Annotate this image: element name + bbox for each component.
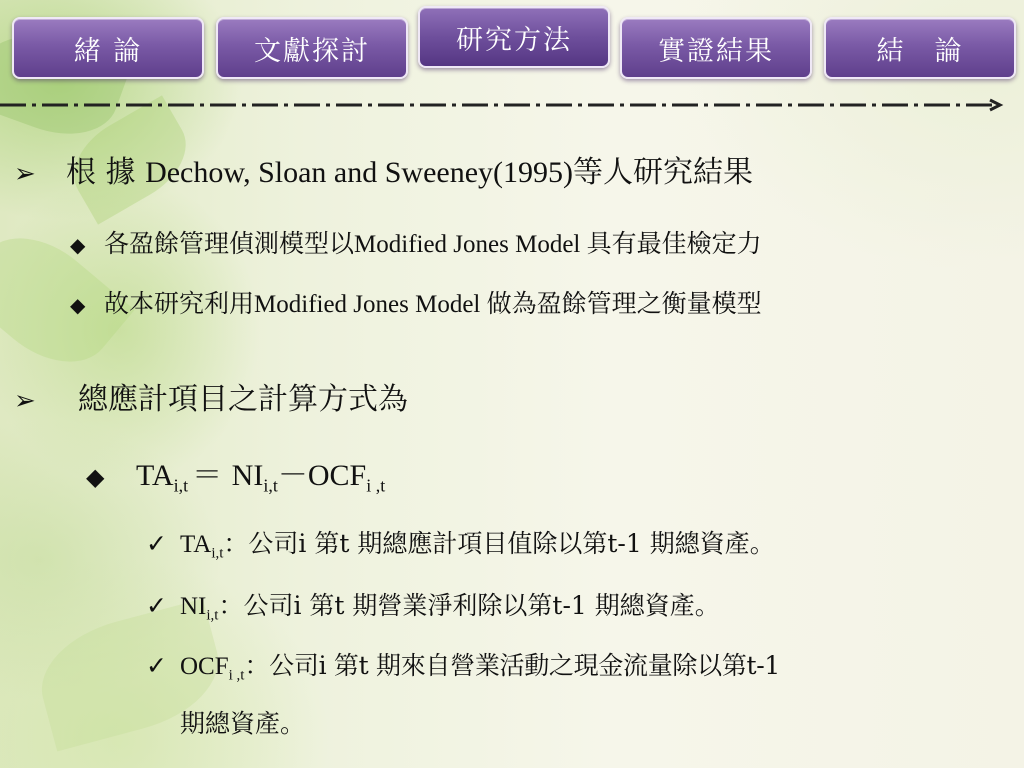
- definition-continuation: [180, 704, 305, 740]
- diamond-bullet-icon: ◆: [86, 465, 105, 491]
- point-text-pre: 故本研究利用: [104, 289, 255, 318]
- tab-research-method[interactable]: 研究方法: [418, 6, 610, 68]
- section-heading: [14, 147, 753, 191]
- formula-ocf: OCF: [307, 459, 367, 492]
- check-bullet-icon: ✓: [146, 531, 167, 558]
- point-text-model: Modified Jones Model: [254, 291, 487, 318]
- tab-empirical-results[interactable]: 實證結果: [620, 17, 812, 79]
- point-text-post: 具有最佳檢定力: [586, 229, 762, 258]
- definition-term-sub: i,t: [211, 545, 224, 562]
- check-bullet-icon: ✓: [146, 653, 167, 680]
- definition-term-sub: i,t: [206, 607, 219, 624]
- definition-item: [146, 646, 780, 684]
- heading-text: 總應計項目之計算方式為: [78, 382, 408, 417]
- heading-prefix: 根 據: [66, 155, 146, 190]
- definition-term: OCF: [180, 653, 229, 680]
- tab-conclusion[interactable]: 結 論: [824, 17, 1016, 79]
- point-text-pre: 各盈餘管理偵測模型以: [104, 229, 355, 258]
- arrow-bullet-icon: ➢: [14, 386, 36, 415]
- diamond-bullet-icon: ◆: [70, 295, 86, 317]
- section-tabs: [0, 0, 1024, 90]
- definition-term: NI: [180, 593, 207, 620]
- definition-text: ：公司i 第t 期營業淨利除以第t-1 期總資產。: [218, 591, 720, 620]
- formula-ta-sub: i,t: [173, 475, 189, 496]
- formula: [86, 450, 385, 496]
- formula-ta: TA: [136, 459, 174, 492]
- heading-suffix: 等人研究結果: [573, 155, 754, 190]
- check-bullet-icon: ✓: [146, 593, 167, 620]
- arrow-bullet-icon: ➢: [14, 159, 36, 188]
- tab-literature-review[interactable]: 文獻探討: [216, 17, 408, 79]
- definition-term: TA: [180, 531, 212, 558]
- dash-dot-divider: [0, 96, 1024, 118]
- point-text-post: 做為盈餘管理之衡量模型: [486, 289, 762, 318]
- definition-text: ：公司i 第t 期總應計項目值除以第t-1 期總資產。: [223, 529, 775, 558]
- definition-item: [146, 524, 775, 562]
- formula-ocf-sub: i ,t: [366, 475, 386, 496]
- formula-equals: ＝: [192, 458, 232, 493]
- section-heading: [14, 374, 408, 418]
- formula-minus: －: [277, 458, 308, 493]
- formula-ni: NI: [231, 459, 264, 492]
- formula-ni-sub: i,t: [263, 475, 278, 496]
- tab-introduction[interactable]: 緒 論: [12, 17, 204, 79]
- definition-text: 期總資產。: [180, 709, 306, 738]
- heading-citation: Dechow, Sloan and Sweeney(1995): [145, 156, 574, 189]
- list-item: [70, 284, 762, 320]
- point-text-model: Modified Jones Model: [354, 231, 587, 258]
- definition-term-sub: i ,t: [228, 667, 245, 684]
- list-item: [70, 224, 762, 260]
- definition-text: ：公司i 第t 期來自營業活動之現金流量除以第t-1: [244, 651, 781, 680]
- definition-item: [146, 586, 720, 624]
- diamond-bullet-icon: ◆: [70, 235, 86, 257]
